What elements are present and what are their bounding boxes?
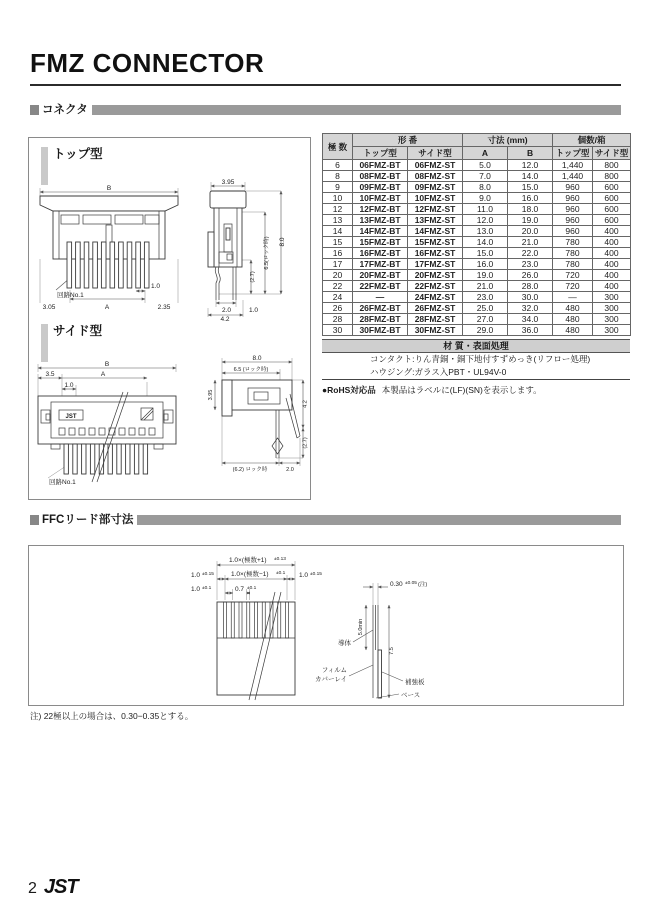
top-type-side-drawing (197, 176, 305, 322)
cell-dim-a: 12.0 (463, 215, 508, 226)
section-ffc (30, 514, 621, 526)
cell-qty-top: 780 (553, 237, 593, 248)
cell-qty-side: 300 (593, 314, 631, 325)
col-header-qty-side: サイド型 (593, 147, 631, 160)
cell-dim-b: 16.0 (508, 193, 553, 204)
cell-model-top: 10FMZ-BT (353, 193, 408, 204)
cell-dim-b: 30.0 (508, 292, 553, 303)
cell-poles: 28 (323, 314, 353, 325)
cell-model-side: 26FMZ-ST (408, 303, 463, 314)
tol-left-margin: ±0.15 (202, 572, 214, 577)
col-header-poles: 極 数 (323, 134, 353, 160)
connector-table-body (323, 160, 631, 336)
tol-right-margin: ±0.15 (310, 572, 322, 577)
dim-right-margin: 1.0 (299, 572, 309, 579)
cell-model-side: 20FMZ-ST (408, 270, 463, 281)
cell-poles: 22 (323, 281, 353, 292)
cell-qty-top: 1,440 (553, 171, 593, 182)
cell-dim-a: 29.0 (463, 325, 508, 336)
cell-qty-side: 400 (593, 259, 631, 270)
col-header-model: 形 番 (353, 134, 463, 147)
cell-poles: 30 (323, 325, 353, 336)
cell-dim-b: 34.0 (508, 314, 553, 325)
cell-qty-side: 600 (593, 215, 631, 226)
label-film: フィルム (321, 667, 347, 674)
table-row (323, 182, 631, 193)
cell-qty-top: 960 (553, 193, 593, 204)
section-bar-fill (92, 105, 621, 115)
cell-qty-top: 720 (553, 270, 593, 281)
dim-label-65-lock: 6.5(ロック時) (264, 236, 270, 270)
cell-qty-top: 480 (553, 325, 593, 336)
dim-label-27: (2.7) (250, 271, 256, 283)
cell-model-top: 22FMZ-BT (353, 281, 408, 292)
cell-dim-a: 19.0 (463, 270, 508, 281)
cell-dim-b: 26.0 (508, 270, 553, 281)
cell-model-side: 22FMZ-ST (408, 281, 463, 292)
section-marker-icon (30, 105, 39, 115)
label-base: ベース (401, 692, 421, 699)
dim-pitch: 1.0 (191, 586, 201, 593)
tol-conductor-width: ±0.1 (247, 586, 257, 591)
jst-logo: JST (43, 876, 78, 898)
cell-dim-b: 21.0 (508, 237, 553, 248)
table-row (323, 270, 631, 281)
cell-dim-b: 14.0 (508, 171, 553, 182)
dim-label-305: 3.05 (42, 304, 56, 311)
table-row (323, 292, 631, 303)
dim-label-10: 1.0 (64, 382, 74, 389)
dim-overall-width: 1.0×(極数+1) (229, 557, 267, 564)
connector-body (40, 196, 178, 259)
connector-body (208, 191, 246, 267)
cell-model-side: 09FMZ-ST (408, 182, 463, 193)
cell-model-top: 06FMZ-BT (353, 160, 408, 171)
side-type-label: サイド型 (53, 324, 103, 338)
top-type-label: トップ型 (53, 147, 103, 161)
dim-label-80: 8.0 (252, 355, 262, 362)
cell-model-top: 09FMZ-BT (353, 182, 408, 193)
top-type-front-drawing (37, 182, 192, 312)
cell-poles: 16 (323, 248, 353, 259)
section-connector (30, 104, 621, 116)
cell-model-top: 20FMZ-BT (353, 270, 408, 281)
title-rule (30, 84, 621, 86)
table-subheader-row (323, 147, 631, 160)
cell-model-top: 28FMZ-BT (353, 314, 408, 325)
ffc-drawing-frame (28, 545, 624, 706)
cell-qty-side: 300 (593, 303, 631, 314)
side-type-heading (41, 324, 102, 362)
lock-paddle (272, 438, 283, 454)
cell-poles: 20 (323, 270, 353, 281)
material-title: 材 質・表面処理 (322, 339, 630, 353)
tol-overall-width: ±0.13 (274, 557, 286, 562)
cell-qty-side: 400 (593, 248, 631, 259)
material-contact-line: コンタクト:りん青銅・銅下地付すずめっき(リフロー処理) (370, 354, 591, 364)
cell-dim-a: 16.0 (463, 259, 508, 270)
cell-dim-a: 21.0 (463, 281, 508, 292)
cell-model-top: 30FMZ-BT (353, 325, 408, 336)
dim-label-27: (2.7) (302, 437, 309, 449)
cell-poles: 8 (323, 171, 353, 182)
cell-dim-b: 15.0 (508, 182, 553, 193)
tol-conductor-span: ±0.1 (276, 571, 286, 576)
dim-label-20: 2.0 (222, 307, 232, 314)
circuit-no1-label: 回路No.1 (57, 292, 84, 299)
dim-thickness: 0.30 (390, 581, 403, 588)
table-row (323, 226, 631, 237)
cell-qty-side: 400 (593, 226, 631, 237)
rohs-label: ●RoHS対応品 (322, 385, 376, 395)
cell-dim-b: 32.0 (508, 303, 553, 314)
thickness-note-ref: (注) (418, 582, 428, 588)
section-bar-fill (137, 515, 621, 525)
dim-label-10: 1.0 (249, 307, 259, 314)
tol-thickness: ±0.05 (405, 581, 417, 586)
cell-model-side: 30FMZ-ST (408, 325, 463, 336)
col-header-qty: 個数/箱 (553, 134, 631, 147)
dim-label-b: B (104, 361, 110, 368)
connector-table (322, 133, 631, 336)
circuit-no1-label: 回路No.1 (49, 479, 76, 486)
dim-label-65-lock: 6.5 (ロック時) (233, 367, 269, 373)
cell-poles: 26 (323, 303, 353, 314)
heading-stripe (41, 147, 48, 185)
material-housing-line: ハウジング:ガラス入PBT・UL94V-0 (370, 367, 507, 377)
cell-qty-side: 600 (593, 182, 631, 193)
dim-label-a: A (104, 304, 110, 311)
dim-conductor-span: 1.0×(極数−1) (231, 571, 269, 578)
col-header-a: A (463, 147, 508, 160)
cell-model-side: 28FMZ-ST (408, 314, 463, 325)
col-header-qty-top: トップ型 (553, 147, 593, 160)
dimension-lines (217, 561, 295, 600)
cell-qty-top: 960 (553, 215, 593, 226)
cell-qty-top: 480 (553, 314, 593, 325)
page-footer (28, 876, 78, 899)
cell-model-top: 13FMZ-BT (353, 215, 408, 226)
table-row (323, 281, 631, 292)
solder-legs (215, 267, 236, 300)
cell-qty-side: 300 (593, 325, 631, 336)
cell-dim-a: 25.0 (463, 303, 508, 314)
dim-label-62-lock: (6.2) ロック時 (232, 467, 268, 473)
cell-dim-a: 15.0 (463, 248, 508, 259)
contact-pins (64, 444, 148, 474)
table-row (323, 237, 631, 248)
cell-dim-b: 36.0 (508, 325, 553, 336)
connector-body (222, 380, 300, 458)
cell-model-top: 15FMZ-BT (353, 237, 408, 248)
cell-model-top: 08FMZ-BT (353, 171, 408, 182)
cell-dim-a: 7.0 (463, 171, 508, 182)
cell-qty-top: 780 (553, 259, 593, 270)
cell-qty-side: 800 (593, 171, 631, 182)
section-ffc-label: FFCリード部寸法 (42, 514, 134, 526)
cell-model-top: 14FMZ-BT (353, 226, 408, 237)
table-row (323, 303, 631, 314)
table-row (323, 171, 631, 182)
cell-poles: 14 (323, 226, 353, 237)
col-header-model-side: サイド型 (408, 147, 463, 160)
table-row (323, 314, 631, 325)
cell-qty-side: 600 (593, 204, 631, 215)
cell-dim-a: 9.0 (463, 193, 508, 204)
dim-label-80: 8.0 (279, 237, 286, 247)
section-connector-label: コネクタ (42, 104, 88, 116)
cell-poles: 17 (323, 259, 353, 270)
cell-model-side: 24FMZ-ST (408, 292, 463, 303)
dim-conductor-width: 0.7 (235, 586, 245, 593)
cell-model-side: 14FMZ-ST (408, 226, 463, 237)
cell-qty-top: 720 (553, 281, 593, 292)
table-row (323, 259, 631, 270)
cell-model-top: 12FMZ-BT (353, 204, 408, 215)
dim-label-20: 2.0 (286, 467, 294, 473)
material-block (322, 339, 630, 380)
table-row (323, 248, 631, 259)
dim-label-a: A (100, 371, 106, 378)
dim-label-395: 3.95 (221, 179, 235, 186)
cell-dim-b: 12.0 (508, 160, 553, 171)
col-header-model-top: トップ型 (353, 147, 408, 160)
ffc-cable (217, 592, 295, 700)
table-header-row (323, 134, 631, 147)
cell-model-side: 06FMZ-ST (408, 160, 463, 171)
cell-qty-top: — (553, 292, 593, 303)
col-header-dims: 寸法 (mm) (463, 134, 553, 147)
col-header-b: B (508, 147, 553, 160)
dim-label-42: 4.2 (220, 316, 230, 322)
top-type-heading (41, 147, 103, 185)
connector-body (38, 396, 176, 449)
cell-dim-b: 22.0 (508, 248, 553, 259)
cell-dim-a: 14.0 (463, 237, 508, 248)
cell-dim-a: 11.0 (463, 204, 508, 215)
housing-marking: JST (65, 414, 77, 420)
cell-model-side: 13FMZ-ST (408, 215, 463, 226)
cell-qty-side: 400 (593, 237, 631, 248)
cell-model-side: 10FMZ-ST (408, 193, 463, 204)
table-row (323, 215, 631, 226)
table-row (323, 160, 631, 171)
cell-model-top: — (353, 292, 408, 303)
dim-lead-height: 7.5 (389, 647, 395, 655)
label-stiffener: 補強板 (405, 679, 425, 686)
cell-dim-a: 5.0 (463, 160, 508, 171)
cell-dim-b: 19.0 (508, 215, 553, 226)
tol-pitch: ±0.1 (202, 586, 212, 591)
cell-qty-side: 800 (593, 160, 631, 171)
cell-poles: 10 (323, 193, 353, 204)
ffc-cross-section (349, 583, 403, 698)
cell-qty-top: 780 (553, 248, 593, 259)
cell-model-top: 17FMZ-BT (353, 259, 408, 270)
ffc-lead-drawing (177, 550, 447, 702)
cell-dim-a: 8.0 (463, 182, 508, 193)
table-row (323, 193, 631, 204)
cell-qty-top: 960 (553, 226, 593, 237)
solder-legs (276, 410, 279, 458)
cell-qty-top: 960 (553, 182, 593, 193)
heading-stripe (41, 324, 48, 362)
section-marker-icon (30, 515, 39, 525)
page-number: 2 (28, 880, 37, 897)
cell-model-side: 16FMZ-ST (408, 248, 463, 259)
cell-poles: 13 (323, 215, 353, 226)
table-row (323, 325, 631, 336)
cell-model-side: 08FMZ-ST (408, 171, 463, 182)
label-coverlay: カバーレイ (314, 676, 347, 683)
cell-model-side: 15FMZ-ST (408, 237, 463, 248)
cell-dim-b: 20.0 (508, 226, 553, 237)
page-title: FMZ CONNECTOR (30, 48, 265, 78)
cell-dim-a: 23.0 (463, 292, 508, 303)
dim-left-margin: 1.0 (191, 572, 201, 579)
cell-poles: 15 (323, 237, 353, 248)
cell-dim-a: 13.0 (463, 226, 508, 237)
cell-dim-b: 18.0 (508, 204, 553, 215)
cell-qty-side: 400 (593, 281, 631, 292)
cell-poles: 12 (323, 204, 353, 215)
cell-poles: 9 (323, 182, 353, 193)
cell-model-top: 26FMZ-BT (353, 303, 408, 314)
label-conductor: 導体 (338, 640, 351, 647)
dim-label-395: 3.95 (208, 389, 214, 401)
side-type-side-drawing (192, 354, 310, 476)
dim-label-235: 2.35 (157, 304, 171, 311)
cell-qty-side: 300 (593, 292, 631, 303)
dim-label-42: 4.2 (302, 400, 309, 408)
dim-exposed-length: 5.0min (358, 618, 364, 636)
dim-label-b: B (106, 185, 112, 192)
spec-table-block (322, 133, 632, 396)
cell-qty-top: 960 (553, 204, 593, 215)
table-row (323, 204, 631, 215)
cell-dim-b: 28.0 (508, 281, 553, 292)
cell-model-side: 17FMZ-ST (408, 259, 463, 270)
cell-poles: 24 (323, 292, 353, 303)
connector-drawing-frame (28, 137, 311, 500)
cell-qty-top: 1,440 (553, 160, 593, 171)
ffc-note: 注) 22極以上の場合は、0.30−0.35とする。 (30, 711, 194, 721)
cell-model-side: 12FMZ-ST (408, 204, 463, 215)
cell-qty-side: 400 (593, 270, 631, 281)
side-type-front-drawing (35, 358, 190, 486)
rohs-note (322, 384, 632, 396)
cell-qty-side: 600 (593, 193, 631, 204)
cell-model-top: 16FMZ-BT (353, 248, 408, 259)
dim-label-35: 3.5 (45, 371, 55, 378)
cell-dim-b: 23.0 (508, 259, 553, 270)
cell-poles: 6 (323, 160, 353, 171)
cell-dim-a: 27.0 (463, 314, 508, 325)
dim-label-10: 1.0 (151, 283, 161, 290)
cell-qty-top: 480 (553, 303, 593, 314)
rohs-text: 本製品はラベルに(LF)(SN)を表示します。 (381, 385, 542, 395)
